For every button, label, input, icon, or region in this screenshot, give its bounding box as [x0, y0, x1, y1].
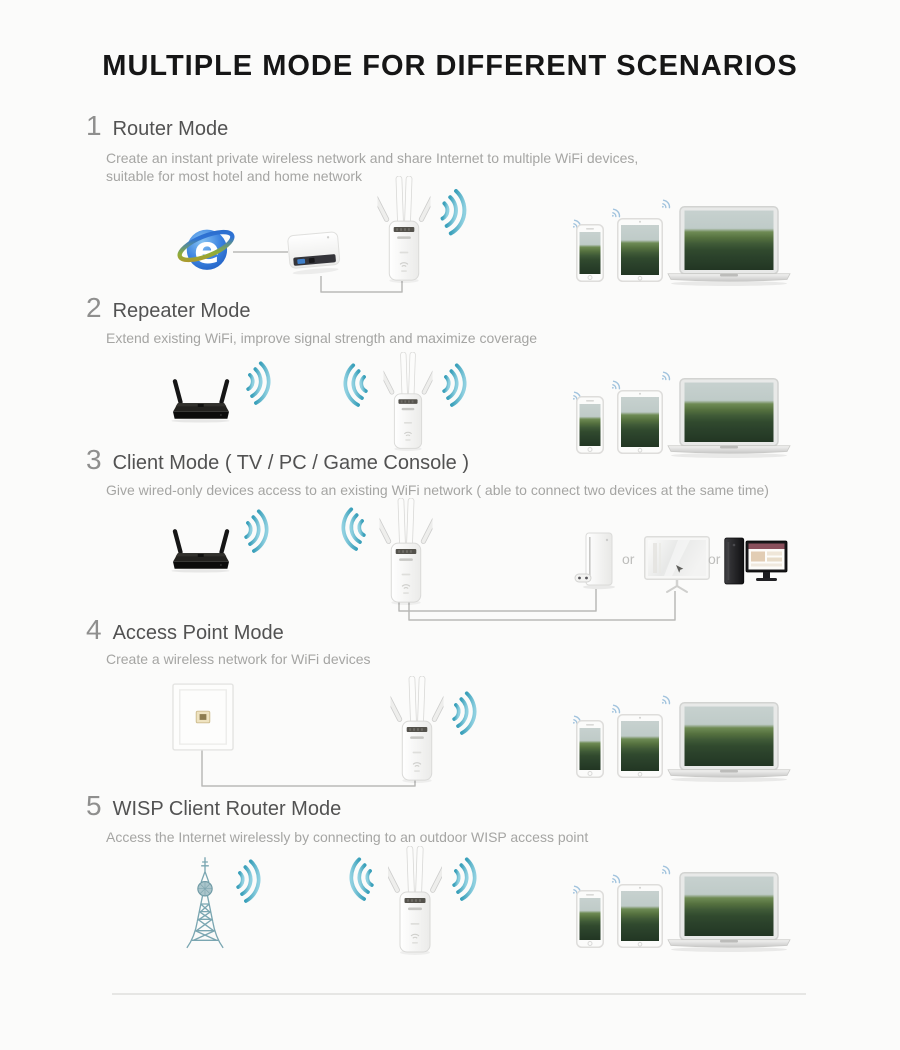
page-title: MULTIPLE MODE FOR DIFFERENT SCENARIOS [102, 50, 798, 82]
section-heading: Client Mode ( TV / PC / Game Console ) [112, 452, 470, 474]
section-heading: WISP Client Router Mode [112, 798, 342, 820]
section-number: 3 [86, 444, 102, 475]
section-description: Access the Internet wirelessly by connecting to an outdoor WISP access point [106, 829, 589, 845]
or-label: or [622, 551, 635, 567]
radio-tower [184, 854, 226, 954]
bottom-divider [112, 993, 806, 995]
tablet-device [617, 884, 663, 948]
section-number: 5 [86, 790, 102, 821]
section-number: 4 [86, 614, 102, 645]
section-number: 2 [86, 292, 102, 323]
section-header [86, 792, 341, 820]
wifi-repeater-device [388, 846, 442, 956]
section-number: 1 [86, 110, 102, 141]
section-description: Create a wireless network for WiFi devices [106, 651, 371, 667]
laptop-device [666, 872, 792, 952]
section-description: Extend existing WiFi, improve signal strength and maximize coverage [106, 330, 538, 346]
wifi-signal-icon [445, 854, 480, 903]
wifi-devices-group [576, 872, 794, 952]
section-heading: Router Mode [112, 118, 229, 140]
wifi-signal-icon [345, 854, 380, 903]
section-heading: Access Point Mode [112, 622, 284, 644]
or-label: or [708, 551, 721, 567]
section-description: Create an instant private wireless network and share Internet to multiple WiFi devices, suitable for most hotel and home network [106, 150, 639, 184]
section-heading: Repeater Mode [112, 300, 251, 322]
section-description: Give wired-only devices access to an existing WiFi network ( able to connect two devices at the same time) [106, 482, 769, 498]
smartphone-device [576, 890, 604, 948]
wifi-signal-icon [229, 856, 264, 905]
